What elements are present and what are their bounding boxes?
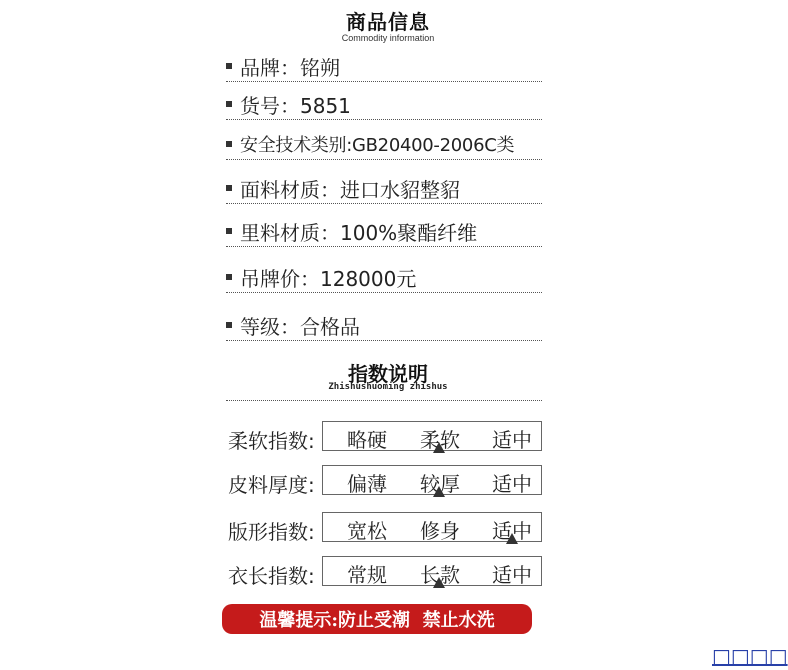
- info-row-safety-category: [226, 129, 542, 160]
- bullet-icon: [226, 141, 232, 147]
- index-section-title: 指数说明: [348, 362, 428, 386]
- index-label-fit: 版形指数:: [228, 520, 315, 544]
- info-row-grade: [226, 310, 542, 341]
- scale-option: 常规: [347, 563, 387, 587]
- info-fabric-text: 面料材质：进口水貂整貂: [240, 177, 460, 202]
- bullet-icon: [226, 185, 232, 191]
- index-scale-leather-thickness: [322, 465, 542, 495]
- info-tag-price-text: 吊牌价：128000元: [240, 266, 417, 291]
- corner-link[interactable]: □□□□: [712, 644, 788, 668]
- selected-marker-icon: [506, 533, 518, 544]
- scale-option: 长款: [420, 563, 460, 587]
- bullet-icon: [226, 228, 232, 234]
- selected-marker-icon: [433, 577, 445, 588]
- info-row-fabric: [226, 173, 542, 204]
- scale-option: 略硬: [347, 428, 387, 452]
- info-row-tag-price: [226, 262, 542, 293]
- product-info-title: 商品信息: [346, 10, 430, 34]
- scale-option: 适中: [492, 428, 532, 452]
- info-brand-text: 品牌：铭朔: [240, 55, 340, 80]
- info-row-lining: [226, 216, 542, 247]
- index-section-divider: [226, 400, 542, 401]
- bullet-icon: [226, 322, 232, 328]
- index-label-softness: 柔软指数:: [228, 429, 315, 453]
- selected-marker-icon: [433, 442, 445, 453]
- info-grade-text: 等级：合格品: [240, 314, 360, 339]
- scale-option: 适中: [492, 472, 532, 496]
- scale-option: 较厚: [420, 472, 460, 496]
- info-item-number-text: 货号：5851: [240, 93, 351, 118]
- scale-option: 宽松: [347, 519, 387, 543]
- product-info-subtitle: Commodity information: [341, 33, 435, 43]
- scale-option: 偏薄: [347, 472, 387, 496]
- index-label-length: 衣长指数:: [228, 564, 315, 588]
- bullet-icon: [226, 274, 232, 280]
- bullet-icon: [226, 63, 232, 69]
- scale-option: 适中: [492, 563, 532, 587]
- info-lining-text: 里料材质：100%聚酯纤维: [240, 220, 478, 245]
- index-label-leather-thickness: 皮料厚度:: [228, 473, 315, 497]
- scale-option: 柔软: [420, 428, 460, 452]
- index-section-subtitle: Zhishushuoming zhishus: [328, 382, 448, 392]
- scale-option: 适中: [492, 519, 532, 543]
- bullet-icon: [226, 101, 232, 107]
- index-scale-softness: [322, 421, 542, 451]
- scale-option: 修身: [420, 519, 460, 543]
- info-safety-category-text: 安全技术类别:GB20400-2006C类: [240, 135, 515, 156]
- index-scale-length: [322, 556, 542, 586]
- care-warning-banner: 温馨提示:防止受潮 禁止水洗: [222, 604, 532, 634]
- info-row-item-number: [226, 89, 542, 120]
- index-scale-fit: [322, 512, 542, 542]
- selected-marker-icon: [433, 486, 445, 497]
- info-row-brand: [226, 51, 542, 82]
